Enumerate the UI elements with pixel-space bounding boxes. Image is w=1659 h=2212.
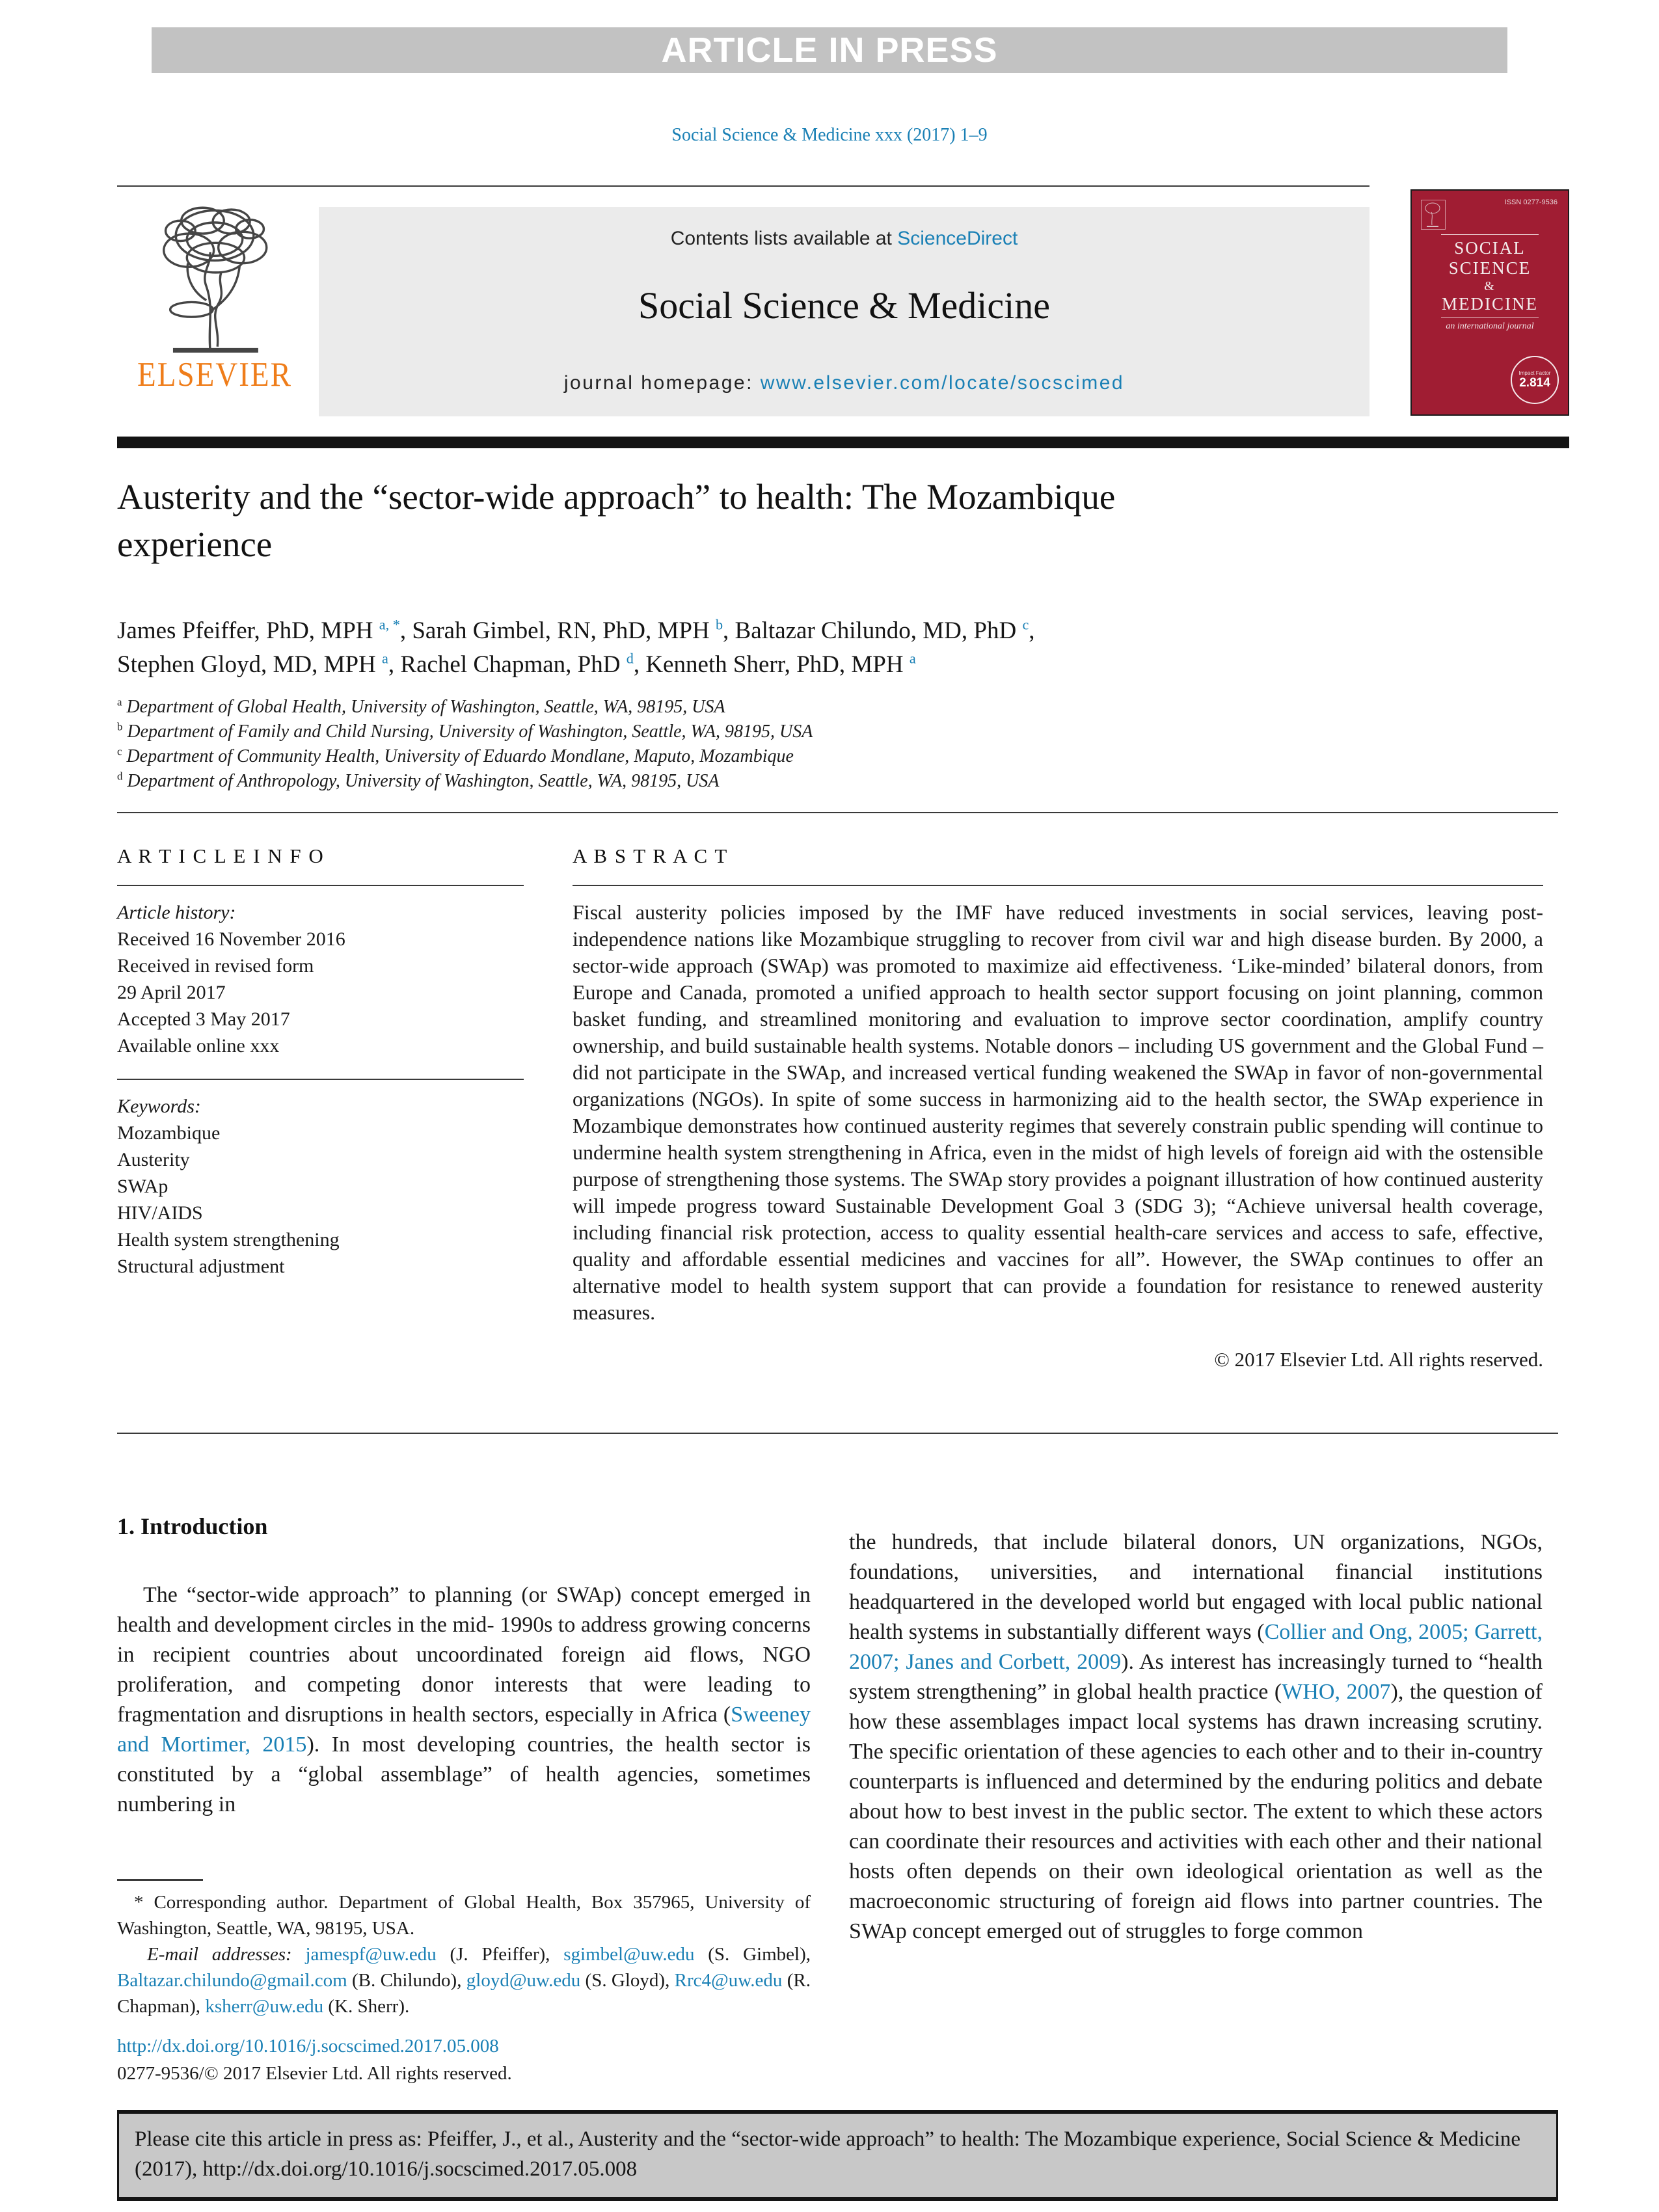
text-segment: Stephen Gloyd, MD, MPH bbox=[117, 651, 383, 678]
text-segment: James Pfeiffer, PhD, MPH bbox=[117, 617, 379, 644]
divider bbox=[573, 885, 1543, 886]
article-info-heading: A R T I C L E I N F O bbox=[117, 844, 325, 867]
keywords-label: Keywords: bbox=[117, 1096, 201, 1117]
text-segment: ). As interest has increasingly turned to “health system strengthening” in global health practice ( bbox=[849, 1650, 1543, 1704]
text-segment: ), the question of how these assemblages impact local systems has drawn increasing scrutiny. The specific orientation of these agencies to each other and to their in-country counterparts is influenced and determined by the enduring politics and debate about how to best invest in the public sector. The extent to which these actors can coordinate their resources and activities with each other and their national hosts often depends on their own ideological orientation as well as the macroeconomic structuring of foreign aid flows into partner countries. The SWAp concept emerged out of struggles to forge common bbox=[849, 1680, 1543, 1943]
author-affiliation-sup-c[interactable]: c bbox=[1022, 616, 1029, 633]
author-affiliation-sup-a2[interactable]: a bbox=[909, 650, 916, 667]
citation-notice-box bbox=[117, 2110, 1558, 2201]
cover-title bbox=[1412, 238, 1568, 314]
email-addresses-note bbox=[117, 1941, 811, 2019]
article-info-top-divider bbox=[117, 812, 1558, 813]
text-segment: Department of Anthropology, University of Washington, Seattle, WA, 98195, USA bbox=[122, 771, 720, 791]
article-history-list bbox=[117, 926, 524, 1059]
sciencedirect-link[interactable]: ScienceDirect bbox=[897, 228, 1018, 249]
text-segment: The “sector-wide approach” to planning (or SWAp) concept emerged in health and development circles in the mid- 1990s to address growing concerns in recipient countries about uncoordinated foreign aid flows, NGO proliferation, and competing donor interests that were leading to fragmentation and disruptions in health sectors, especially in Africa ( bbox=[117, 1583, 811, 1727]
cover-title-block bbox=[1412, 231, 1568, 332]
cover-title-line: & bbox=[1484, 279, 1496, 293]
intro-paragraph-left bbox=[117, 1580, 811, 1820]
citation-link-who-2007[interactable]: WHO, 2007 bbox=[1282, 1680, 1391, 1704]
journal-title: Social Science & Medicine bbox=[638, 284, 1050, 327]
affiliation-item bbox=[117, 695, 1574, 720]
introduction-heading: 1. Introduction bbox=[117, 1513, 268, 1539]
abstract-column bbox=[573, 844, 1543, 1371]
text-segment: , bbox=[1029, 617, 1035, 644]
citation-notice-text: Please cite this article in press as: Pfeiffer, J., et al., Austerity and the “sector-wide approach” to health: The Mozambique experience, Social Science & Medicine (2017), http://dx.doi.org/10.1016/j.socscimed.2017.05.008 bbox=[135, 2127, 1521, 2181]
article-history-item: Received in revised form bbox=[117, 955, 314, 977]
issn-copyright-line: 0277-9536/© 2017 Elsevier Ltd. All rights reserved. bbox=[117, 2063, 512, 2084]
text-segment: a bbox=[117, 695, 122, 708]
elsevier-wordmark: ELSEVIER bbox=[137, 355, 292, 394]
header-top-divider bbox=[117, 185, 1369, 187]
email-link-sgimbel[interactable]: sgimbel@uw.edu bbox=[563, 1944, 695, 1965]
cover-elsevier-mark-icon bbox=[1421, 200, 1446, 230]
abstract-text: Fiscal austerity policies imposed by the IMF have reduced investments in social services, leaving post-independence nations like Mozambique struggling to recover from civil war and high disease burden. By 2000, a sector-wide approach (SWAp) was promoted to maximize aid effectiveness. ‘Like-minded’ bilateral donors, from Europe and Canada, promoted a unified approach to health sector support focusing on joint planning, common basket funding, and streamlined monitoring and evaluation to improve sector coordination, amplify country ownership, and build sustainable health systems. Notable donors – including US government and the Global Fund – did not participate in the SWAp, and increased vertical funding weakened the SWAp in favor of non-governmental organizations (NGOs). In spite of some success in harmonizing aid to the health sector, the SWAp experience in Mozambique demonstrates how continued austerity regimes that severely constrain public spending will continue to undermine health system strengthening in Africa, even in the midst of high levels of foreign aid with the ostensible purpose of strengthening those systems. The SWAp story provides a poignant illustration of how continued austerity will impede progress toward Sustainable Development Goal 3 (SDG 3); “Achieve universal health coverage, including financial risk protection, access to quality essential health-care services and access to safe, effective, quality and affordable essential medicines and vaccines for all”. However, the SWAp continues to offer an alternative model to health system support that can provide a foundation for resistance to renewed austerity measures. bbox=[573, 900, 1543, 1324]
email-link-jamespf[interactable]: jamespf@uw.edu bbox=[305, 1944, 437, 1965]
divider bbox=[117, 1079, 524, 1080]
text-segment: , Rachel Chapman, PhD bbox=[388, 651, 627, 678]
impact-factor-label: Impact Factor bbox=[1518, 370, 1551, 376]
text-segment: (J. Pfeiffer), bbox=[436, 1944, 564, 1965]
keyword-item: Austerity bbox=[117, 1149, 190, 1170]
article-history-item: Accepted 3 May 2017 bbox=[117, 1008, 290, 1030]
journal-header-box bbox=[319, 207, 1369, 416]
elsevier-logo[interactable] bbox=[117, 198, 312, 394]
article-in-press-label: ARTICLE IN PRESS bbox=[661, 31, 998, 70]
article-info-column bbox=[117, 844, 524, 1280]
citation-link-collier-garrett-janes[interactable]: Collier and Ong, 2005; Garrett, 2007; Janes and Corbett, 2009 bbox=[849, 1620, 1543, 1674]
article-history-item: Received 16 November 2016 bbox=[117, 928, 345, 950]
article-history-item: 29 April 2017 bbox=[117, 982, 226, 1003]
contents-prefix: Contents lists available at bbox=[670, 228, 898, 249]
affiliation-item bbox=[117, 769, 1574, 794]
affiliation-item bbox=[117, 720, 1574, 744]
text-segment: , Sarah Gimbel, RN, PhD, MPH bbox=[399, 617, 716, 644]
author-affiliation-sup-a[interactable]: a bbox=[382, 650, 388, 667]
divider bbox=[117, 885, 524, 886]
journal-citation-line: Social Science & Medicine xxx (2017) 1–9 bbox=[671, 125, 988, 145]
text-segment: c bbox=[117, 745, 122, 758]
article-history-label: Article history: bbox=[117, 902, 236, 923]
article-history-item: Available online xxx bbox=[117, 1035, 280, 1057]
email-link-rrc4[interactable]: Rrc4@uw.edu bbox=[674, 1970, 783, 1991]
text-segment: (K. Sherr). bbox=[323, 1996, 410, 2017]
text-segment: * Corresponding author. Department of Global Health, Box 357965, University of Washington, Seattle, WA, 98195, USA. bbox=[117, 1892, 811, 1939]
text-segment: (S. Gimbel), bbox=[694, 1944, 811, 1965]
keyword-item: Structural adjustment bbox=[117, 1256, 285, 1277]
email-link-ksherr[interactable]: ksherr@uw.edu bbox=[205, 1996, 324, 2017]
affiliations bbox=[117, 695, 1574, 794]
abstract-bottom-divider bbox=[117, 1433, 1558, 1434]
corresponding-author-note bbox=[117, 1889, 811, 1941]
cover-title-line: SOCIAL bbox=[1454, 238, 1526, 258]
cover-title-line: MEDICINE bbox=[1442, 294, 1538, 314]
article-title-line-2: experience bbox=[117, 524, 273, 564]
keyword-item: Mozambique bbox=[117, 1122, 221, 1144]
intro-paragraph-right bbox=[849, 1528, 1543, 1947]
doi-link[interactable]: http://dx.doi.org/10.1016/j.socscimed.2017.05.008 bbox=[117, 2036, 499, 2057]
text-segment: Department of Family and Child Nursing, University of Washington, Seattle, WA, 98195, USA bbox=[122, 722, 813, 742]
author-list bbox=[117, 614, 1574, 682]
doi-block bbox=[117, 2032, 811, 2087]
journal-cover-thumbnail bbox=[1410, 189, 1569, 416]
impact-factor-value: 2.814 bbox=[1519, 375, 1550, 390]
article-in-press-banner bbox=[152, 27, 1507, 73]
email-link-baltazar[interactable]: Baltazar.chilundo@gmail.com bbox=[117, 1970, 347, 1991]
keywords-list bbox=[117, 1120, 524, 1280]
text-segment: Department of Community Health, University of Eduardo Mondlane, Maputo, Mozambique bbox=[122, 746, 794, 766]
footnote-divider bbox=[117, 1879, 203, 1881]
author-affiliation-sup-d[interactable]: d bbox=[626, 650, 634, 667]
body-column-right bbox=[849, 1528, 1543, 1947]
article-title bbox=[117, 473, 1574, 568]
impact-factor-badge bbox=[1511, 356, 1559, 404]
elsevier-tree-icon bbox=[143, 198, 286, 356]
journal-homepage-link[interactable]: www.elsevier.com/locate/socscimed bbox=[760, 372, 1125, 394]
cover-issn: ISSN 0277-9536 bbox=[1504, 198, 1558, 206]
author-line-2 bbox=[117, 648, 1574, 682]
text-segment: Department of Global Health, University of Washington, Seattle, WA, 98195, USA bbox=[122, 697, 725, 717]
text-segment: , Baltazar Chilundo, MD, PhD bbox=[723, 617, 1023, 644]
text-segment: ). In most developing countries, the health sector is constituted by a “global assemblage” of health agencies, sometimes numbering in bbox=[117, 1733, 811, 1816]
abstract-heading: A B S T R A C T bbox=[573, 844, 729, 867]
author-affiliation-sup-a-star[interactable]: a, * bbox=[379, 616, 400, 633]
cover-rule-bottom bbox=[1441, 317, 1539, 318]
homepage-line bbox=[319, 372, 1369, 394]
body-column-left bbox=[117, 1513, 811, 1820]
homepage-prefix: journal homepage: bbox=[563, 372, 761, 394]
citation-link-sweeney-mortimer-2015[interactable]: Sweeney and Mortimer, 2015 bbox=[117, 1703, 811, 1757]
text-segment: , Kenneth Sherr, PhD, MPH bbox=[633, 651, 910, 678]
email-link-gloyd[interactable]: gloyd@uw.edu bbox=[466, 1970, 581, 1991]
cover-title-line: SCIENCE bbox=[1448, 258, 1531, 278]
footnotes bbox=[117, 1889, 811, 2019]
text-segment: d bbox=[117, 770, 123, 783]
contents-line bbox=[319, 228, 1369, 250]
text-segment: b bbox=[117, 720, 123, 733]
keyword-item: HIV/AIDS bbox=[117, 1202, 203, 1224]
text-segment: the hundreds, that include bilateral donors, UN organizations, NGOs, foundations, universities, and international financial institutions headquartered in the developed world but engaged with local public national health systems in substantially different ways ( bbox=[849, 1530, 1543, 1644]
author-line-1 bbox=[117, 614, 1574, 648]
author-affiliation-sup-b[interactable]: b bbox=[715, 616, 723, 633]
text-segment: (S. Gloyd), bbox=[580, 1970, 675, 1991]
header-bottom-bar bbox=[117, 437, 1569, 448]
text-segment: E-mail addresses: bbox=[147, 1944, 306, 1965]
cover-rule-top bbox=[1441, 234, 1539, 235]
affiliation-item bbox=[117, 744, 1574, 769]
article-title-line-1: Austerity and the “sector-wide approach” to health: The Mozambique bbox=[117, 477, 1116, 517]
copyright-line: © 2017 Elsevier Ltd. All rights reserved. bbox=[1214, 1348, 1543, 1371]
cover-subtitle: an international journal bbox=[1446, 321, 1534, 331]
keyword-item: SWAp bbox=[117, 1176, 169, 1197]
text-segment: (R. Chapman), bbox=[117, 1970, 811, 2017]
keyword-item: Health system strengthening bbox=[117, 1229, 340, 1250]
text-segment: (B. Chilundo), bbox=[347, 1970, 466, 1991]
